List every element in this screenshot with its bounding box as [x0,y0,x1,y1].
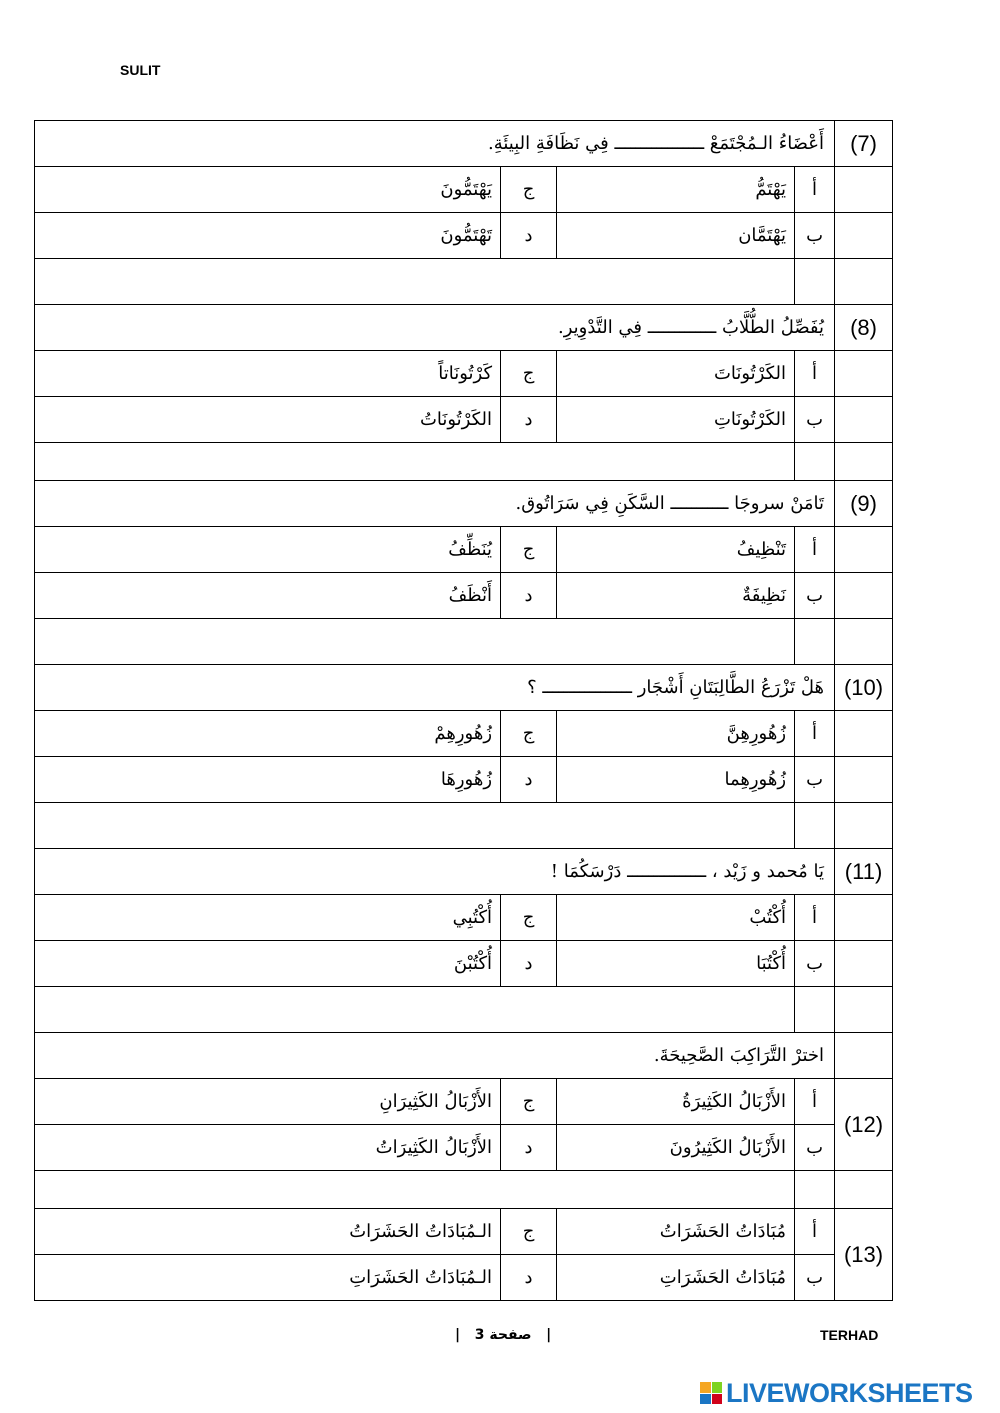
empty-cell [835,443,893,481]
section-instruction: اخترْ التَّرَاكِبَ الصَّحِيحَةَ. [35,1033,835,1079]
option-letter: ج [501,711,557,757]
option-letter: ب [795,397,835,443]
table-row [35,443,893,481]
table-row [35,1209,893,1255]
option-text: أُكْتُبْنَ [35,941,501,987]
option-letter: د [501,573,557,619]
empty-cell [835,1171,893,1209]
option-text: مُبَادَاتُ الحَشَرَاتِ [557,1255,795,1301]
table-row [35,1171,893,1209]
empty-cell [835,941,893,987]
option-text: الكَرْتُونَاتِ [557,397,795,443]
option-letter: د [501,1125,557,1171]
empty-cell [835,1033,893,1079]
question-stem: يُفَصِّلُ الطُّلَّابُ ـــــــــــــ فِي التَّدْوِيرِ. [35,305,835,351]
option-text: يَهْتَمُّ [557,167,795,213]
option-text: كَرْتُونَاتاً [35,351,501,397]
answer-cell [795,803,835,849]
option-letter: أ [795,167,835,213]
option-text: زُهُورِهِمْ [35,711,501,757]
option-letter: ج [501,1209,557,1255]
table-row [35,1255,893,1301]
empty-cell [835,167,893,213]
brand-grid-icon [700,1382,722,1404]
option-text: تَهْتَمُّونَ [35,213,501,259]
option-letter: ب [795,213,835,259]
table-row [35,711,893,757]
empty-cell [835,351,893,397]
option-letter: د [501,941,557,987]
answer-cell [795,987,835,1033]
empty-cell [835,803,893,849]
page-label: صفحة [489,1327,532,1343]
option-letter: أ [795,1209,835,1255]
brand-grid-square [700,1394,711,1405]
question-number: (10) [835,665,893,711]
option-letter: ج [501,351,557,397]
table-row [35,573,893,619]
table-row [35,757,893,803]
table-row [35,1079,893,1125]
table-row [35,1125,893,1171]
option-text: أَنْظَفُ [35,573,501,619]
option-text: أُكْتُبِي [35,895,501,941]
answer-cell [35,443,795,481]
question-stem: هَلْ تَزْرَعُ الطَّالِبَتَانِ أَشْجَار ـــــــــــــــــ ؟ [35,665,835,711]
answer-cell [795,1171,835,1209]
table-row [35,527,893,573]
option-text: الكَرْتُونَاتُ [35,397,501,443]
answer-cell [35,803,795,849]
table-row [35,1033,893,1079]
option-text: الكَرْتُونَاتَ [557,351,795,397]
option-text: زُهُورِهَا [35,757,501,803]
question-number: (7) [835,121,893,167]
table-row [35,619,893,665]
table-row [35,397,893,443]
option-text: الأَزْبَالُ الكَثِيرَةُ [557,1079,795,1125]
empty-cell [835,711,893,757]
empty-cell [835,397,893,443]
table-row [35,167,893,213]
option-letter: أ [795,1079,835,1125]
option-letter: ج [501,1079,557,1125]
table-row [35,665,893,711]
answer-cell [35,987,795,1033]
option-text: يُنَظِّفُ [35,527,501,573]
liveworksheets-logo [700,1378,973,1408]
question-number: (13) [835,1209,893,1301]
option-text: يَهْتَمُّونَ [35,167,501,213]
sulit-label: SULIT [120,62,161,78]
answer-cell [35,1171,795,1209]
option-text: أُكْتُبَا [557,941,795,987]
option-letter: ج [501,527,557,573]
table-row [35,481,893,527]
empty-cell [835,213,893,259]
empty-cell [835,757,893,803]
answer-cell [35,259,795,305]
brand-grid-square [712,1394,723,1405]
table-row [35,941,893,987]
brand-wordmark: LIVEWORKSHEETS [726,1377,973,1408]
table-row [35,351,893,397]
question-stem: تَامَنْ سروجَا ـــــــــــ السَّكَنِ فِي سَرَاتُوق. [35,481,835,527]
question-table [34,120,893,1301]
answer-cell [35,619,795,665]
option-text: الأَزْبَالُ الكَثِيرَاتُ [35,1125,501,1171]
option-letter: أ [795,351,835,397]
option-letter: ب [795,1125,835,1171]
question-stem: يَا مُحمد و زَيْد ، ـــــــــــــــ دَرْسَكُمَا ! [35,849,835,895]
table-row [35,259,893,305]
option-letter: أ [795,895,835,941]
question-number: (9) [835,481,893,527]
brand-grid-square [712,1382,723,1393]
table-row [35,803,893,849]
table-row [35,121,893,167]
answer-cell [795,259,835,305]
option-text: الأَزْبَالُ الكَثِيرَانِ [35,1079,501,1125]
question-number: (8) [835,305,893,351]
table-row [35,895,893,941]
empty-cell [835,619,893,665]
question-number: (11) [835,849,893,895]
option-letter: د [501,1255,557,1301]
brand-grid-square [700,1382,711,1393]
option-letter: د [501,213,557,259]
option-text: زُهُورِهِما [557,757,795,803]
option-letter: ب [795,757,835,803]
answer-cell [795,619,835,665]
option-text: زُهُورِهِنَّ [557,711,795,757]
empty-cell [835,259,893,305]
table-row [35,849,893,895]
empty-cell [835,987,893,1033]
question-number: (12) [835,1079,893,1171]
page-number: 3 [474,1327,485,1343]
table-row [35,213,893,259]
empty-cell [835,895,893,941]
empty-cell [835,573,893,619]
option-text: أُكْتُبْ [557,895,795,941]
option-text: يَهْتَمَّان [557,213,795,259]
option-letter: أ [795,527,835,573]
empty-cell [835,527,893,573]
terhad-label: TERHAD [820,1327,879,1343]
table-row [35,987,893,1033]
answer-cell [795,443,835,481]
question-stem: أَعْضَاءُ الـمُجْتَمَعْ ـــــــــــــــــ فِي نَظَافَةِ البِيئَةِ. [35,121,835,167]
option-letter: ب [795,1255,835,1301]
option-letter: ب [795,573,835,619]
table-row [35,305,893,351]
option-text: تَنْظِيفُ [557,527,795,573]
option-letter: ج [501,167,557,213]
option-letter: ب [795,941,835,987]
option-letter: ج [501,895,557,941]
option-letter: أ [795,711,835,757]
option-text: الـمُبَادَاتُ الحَشَرَاتُ [35,1209,501,1255]
option-letter: د [501,397,557,443]
option-text: الأَزْبَالُ الكَثِيرُونَ [557,1125,795,1171]
option-text: الـمُبَادَاتُ الحَشَرَاتِ [35,1255,501,1301]
option-text: نَظِيفَةٌ [557,573,795,619]
page-footer: | صفحة 3 | [455,1327,552,1343]
option-letter: د [501,757,557,803]
option-text: مُبَادَاتُ الحَشَرَاتُ [557,1209,795,1255]
